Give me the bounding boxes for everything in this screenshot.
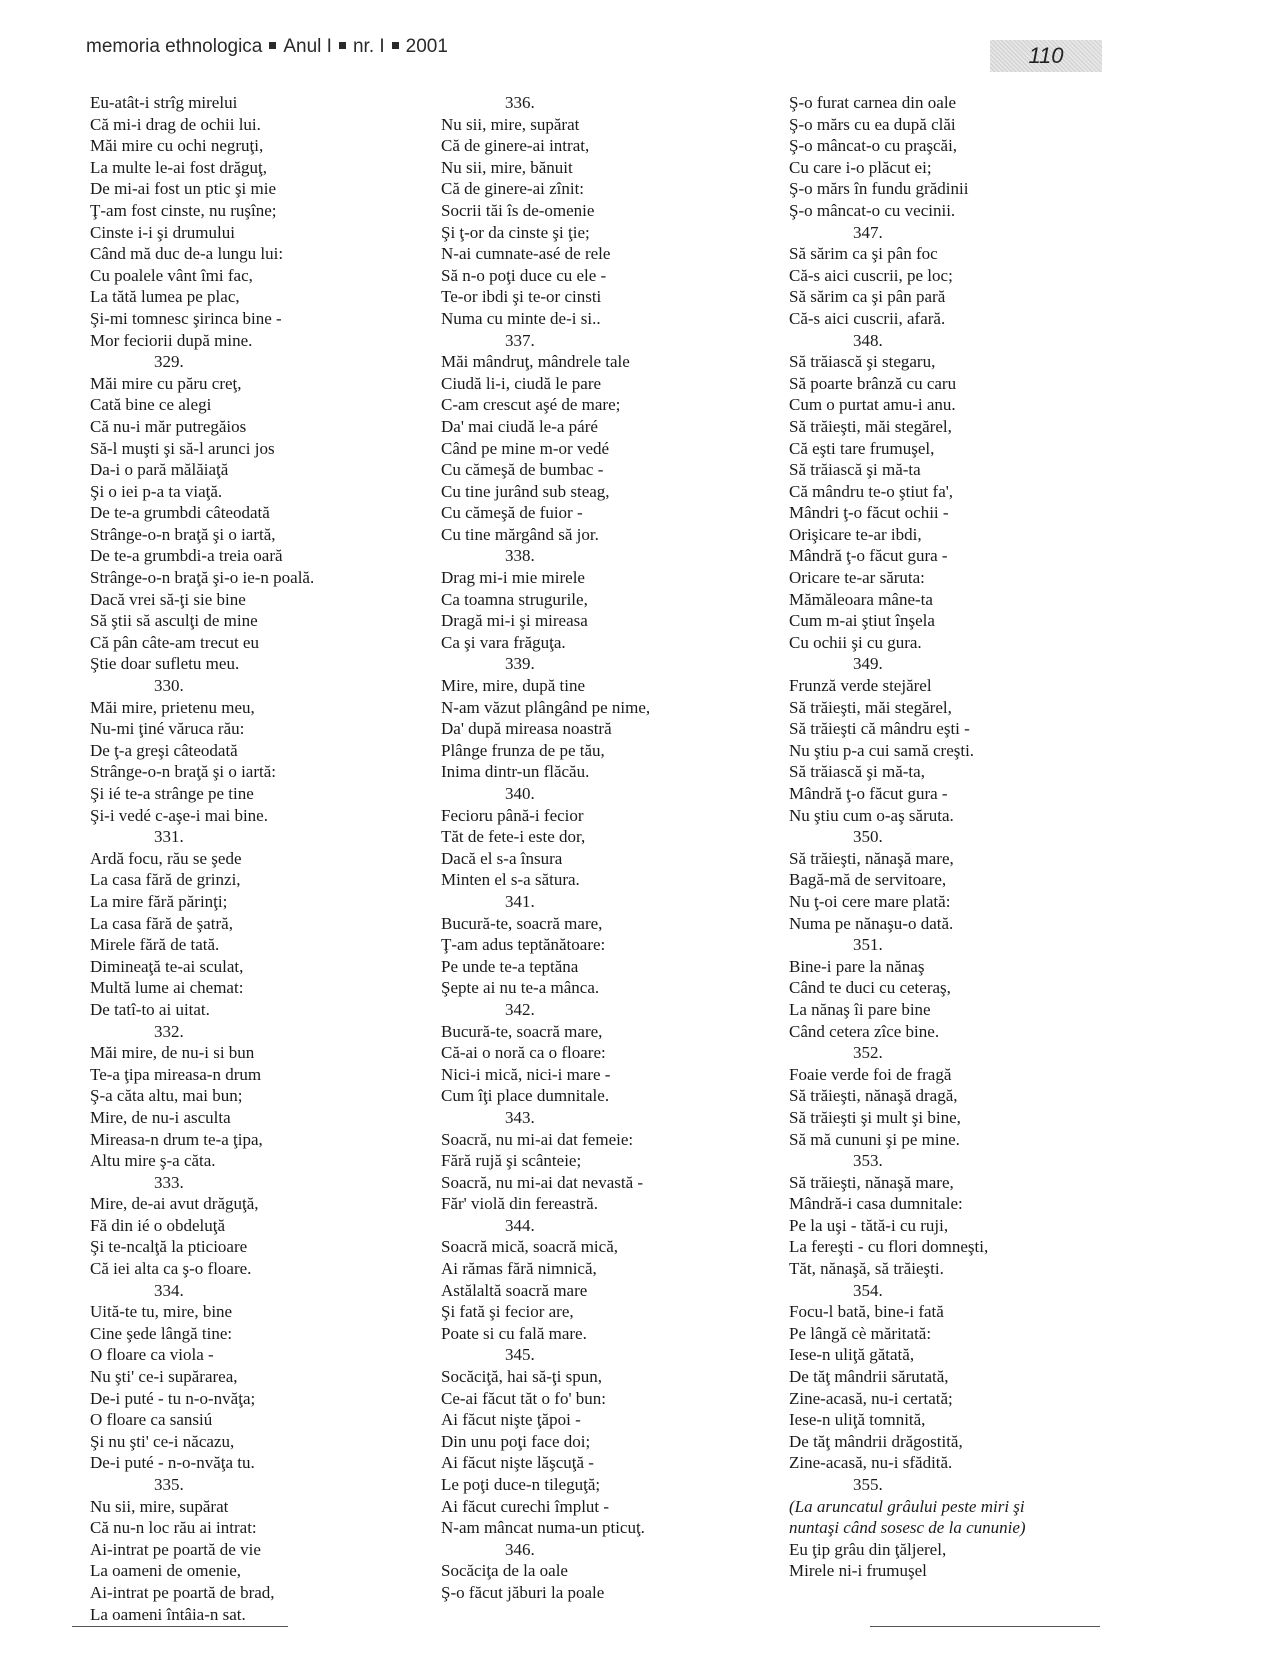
verse-line: Le poţi duce-n tileguţă; xyxy=(441,1475,601,1494)
verse-line: De ţ-a greşi câteodată xyxy=(90,740,238,760)
verse-line: Mirele fără de tată. xyxy=(90,935,220,955)
text-column-left xyxy=(90,92,314,1625)
verse-number: 350. xyxy=(853,827,883,847)
verse-line: La mire fără părinţi; xyxy=(90,891,228,911)
verse-line: Să ştii să asculţi de mine xyxy=(90,611,258,631)
verse-line: Frunză verde stejărel xyxy=(789,676,932,696)
verse-number: 345. xyxy=(505,1345,535,1365)
verse-line: Ai-intrat pe poartă de brad, xyxy=(90,1582,275,1602)
verse-line: Ţ-am fost cinste, nu ruşîne; xyxy=(90,200,277,220)
verse-line: Zine-acasă, nu-i sfădită. xyxy=(789,1453,953,1473)
separator-square-icon xyxy=(392,42,399,49)
verse-number: 354. xyxy=(853,1280,883,1300)
verse-line: Uită-te tu, mire, bine xyxy=(90,1302,233,1322)
verse-line: Când pe mine m-or vedé xyxy=(441,438,610,458)
verse-line: Socrii tăi îs de-omenie xyxy=(441,200,595,220)
verse-line: Cine şede lângă tine: xyxy=(90,1323,233,1343)
verse-line: La oameni de omenie, xyxy=(90,1561,242,1581)
verse-number: 346. xyxy=(505,1539,535,1559)
verse-line: Cu tine jurând sub steag, xyxy=(441,481,610,501)
verse-line: Nici-i mică, nici-i mare - xyxy=(441,1064,611,1084)
verse-line: Strânge-o-n braţă şi o iartă, xyxy=(90,524,276,544)
verse-line: Să trăieşti, nănaşă dragă, xyxy=(789,1086,958,1106)
text-column-right xyxy=(789,92,1026,1582)
verse-line: Inima dintr-un flăcău. xyxy=(441,762,590,782)
verse-line: Foaie verde foi de fragă xyxy=(789,1064,952,1084)
verse-number: 347. xyxy=(853,222,883,242)
verse-line: Ştie doar sufletu meu. xyxy=(90,654,240,674)
journal-date: 2001 xyxy=(405,36,448,57)
verse-line: Măi mândruţ, mândrele tale xyxy=(441,352,630,372)
verse-line: Să-l muşti şi să-l arunci jos xyxy=(90,438,275,458)
verse-line: Să trăieşti, nănaşă mare, xyxy=(789,848,954,868)
verse-number: 344. xyxy=(505,1215,535,1235)
verse-line: Soacră, nu mi-ai dat nevastă - xyxy=(441,1172,644,1192)
verse-line: Şepte ai nu te-a mânca. xyxy=(441,978,600,998)
verse-line: Nu ştiu p-a cui samă creşti. xyxy=(789,740,975,760)
verse-line: Când cetera zîce bine. xyxy=(789,1021,940,1041)
verse-line: Mândră ţ-o făcut gura - xyxy=(789,546,948,566)
verse-line: Ai rămas fără nimnică, xyxy=(441,1259,597,1279)
verse-line: Te-a ţipa mireasa-n drum xyxy=(90,1064,262,1084)
verse-line: O floare ca viola - xyxy=(90,1345,214,1365)
verse-line: Fă din ié o obdeluţă xyxy=(90,1215,226,1235)
verse-line: Să poarte brânză cu caru xyxy=(789,373,957,393)
verse-line: Cum m-ai ştiut înşela xyxy=(789,611,935,631)
verse-line: Da-i o pară mălăiaţă xyxy=(90,460,229,480)
journal-title: memoria ethnologica xyxy=(86,36,263,57)
verse-line: Ca toamna strugurile, xyxy=(441,589,588,609)
verse-line: Ş-o mărs în fundu grădinii xyxy=(789,179,969,199)
verse-line: Dacă vrei să-ţi sie bine xyxy=(90,589,246,609)
verse-number: 333. xyxy=(154,1172,184,1192)
verse-line: Ciudă li-i, ciudă le pare xyxy=(441,373,602,393)
verse-line: La casa fără de şatră, xyxy=(90,913,233,933)
verse-line: Nu ştiu cum o-aş săruta. xyxy=(789,805,954,825)
verse-line: Ş-o făcut jăburi la poale xyxy=(441,1582,605,1602)
verse-line: Că nu-i măr putregăios xyxy=(90,416,247,436)
verse-line: C-am crescut aşé de mare; xyxy=(441,395,621,415)
verse-line: Iese-n uliţă tomnită, xyxy=(789,1410,926,1430)
text-column-middle xyxy=(441,92,650,1604)
verse-line: De mi-ai fost un ptic şi mie xyxy=(90,179,277,199)
verse-number: 329. xyxy=(154,352,184,372)
verse-number: 336. xyxy=(505,93,535,112)
verse-line: Să trăieşti că mândru eşti - xyxy=(789,719,970,739)
verse-line: Să trăieşti, nănaşă mare, xyxy=(789,1172,954,1192)
verse-line: Bucură-te, soacră mare, xyxy=(441,913,603,933)
verse-line: Când mă duc de-a lungu lui: xyxy=(90,244,284,264)
verse-number: 353. xyxy=(853,1151,883,1171)
verse-line: N-ai cumnate-asé de rele xyxy=(441,244,611,264)
verse-line: Socăciţă, hai să-ţi spun, xyxy=(441,1367,602,1387)
journal-year: Anul I xyxy=(283,36,332,57)
verse-line: Multă lume ai chemat: xyxy=(90,978,244,998)
verse-line: Să trăieşti şi mult şi bine, xyxy=(789,1107,961,1127)
verse-line: Să mă cununi şi pe mine. xyxy=(789,1129,960,1149)
verse-line: Nu ţ-oi cere mare plată: xyxy=(789,891,951,911)
verse-line: Mândră ţ-o făcut gura - xyxy=(789,784,948,803)
verse-line: Ş-o mâncat-o cu vecinii. xyxy=(789,200,956,220)
verse-line: Tăt, nănaşă, să trăieşti. xyxy=(789,1259,944,1279)
verse-line: Pe lângă cè măritată: xyxy=(789,1323,932,1343)
verse-line: Eu ţip grâu din ţăljerel, xyxy=(789,1539,947,1559)
verse-line: Măi mire cu păru creţ, xyxy=(90,373,242,393)
verse-line: Pe unde te-a teptăna xyxy=(441,956,579,976)
verse-line: La casa fără de grinzi, xyxy=(90,870,241,890)
verse-line: Că eşti tare frumuşel, xyxy=(789,438,935,458)
verse-line: Şi nu şti' ce-i năcazu, xyxy=(90,1431,235,1451)
verse-line: Dacă el s-a însura xyxy=(441,848,563,868)
verse-line: Orişicare te-ar ibdi, xyxy=(789,524,922,544)
verse-line: Da' mai ciudă le-a páré xyxy=(441,416,598,436)
verse-line: Cu poalele vânt îmi fac, xyxy=(90,265,253,285)
verse-line: Socăciţa de la oale xyxy=(441,1561,568,1581)
verse-line: Că-ai o noră ca o floare: xyxy=(441,1043,606,1063)
verse-line: De-i puté - n-o-nvăţa tu. xyxy=(90,1453,255,1473)
verse-line: Ca şi vara frăguţa. xyxy=(441,632,566,652)
editorial-note: nuntaşi când sosesc de la cununie) xyxy=(789,1518,1026,1538)
separator-square-icon xyxy=(269,42,276,49)
verse-number: 331. xyxy=(154,827,184,847)
verse-line: Ce-ai făcut tăt o fo' bun: xyxy=(441,1388,606,1408)
verse-line: Cu cămeşă de fuior - xyxy=(441,503,583,523)
verse-line: Că-s aici cuscrii, pe loc; xyxy=(789,265,953,285)
verse-number: 351. xyxy=(853,935,883,955)
verse-line: Pe la uşi - tătă-i cu ruji, xyxy=(789,1215,949,1235)
verse-line: Numa cu minte de-i si.. xyxy=(441,308,601,328)
verse-line: Ş-o furat carnea din oale xyxy=(789,93,957,112)
verse-line: Cu cămeşă de bumbac - xyxy=(441,460,604,480)
verse-line: Nu sii, mire, bănuit xyxy=(441,157,573,177)
verse-line: Numa pe nănaşu-o dată. xyxy=(789,913,954,933)
verse-line: N-am văzut plângând pe nime, xyxy=(441,697,651,717)
verse-line: Ş-o mărs cu ea după clăi xyxy=(789,114,956,134)
verse-line: Focu-l bată, bine-i fată xyxy=(789,1302,944,1322)
verse-line: La multe le-ai fost drăguţ, xyxy=(90,157,268,177)
verse-line: Să n-o poţi duce cu ele - xyxy=(441,265,607,285)
verse-line: Că mi-i drag de ochii lui. xyxy=(90,114,261,134)
verse-line: Şi fată şi fecior are, xyxy=(441,1302,574,1322)
verse-line: Să trăiască şi stegaru, xyxy=(789,352,936,372)
verse-line: Nu sii, mire, supărat xyxy=(90,1496,229,1516)
verse-number: 339. xyxy=(505,654,535,674)
verse-line: Să sărim ca şi pân pară xyxy=(789,287,946,307)
verse-number: 348. xyxy=(853,330,883,350)
verse-line: Ardă focu, rău se şede xyxy=(90,848,242,868)
editorial-note: (La aruncatul grâului peste miri şi xyxy=(789,1496,1025,1516)
verse-line: Dimineaţă te-ai sculat, xyxy=(90,956,244,976)
verse-line: N-am mâncat numa-un pticuţ. xyxy=(441,1518,645,1538)
verse-line: La fereşti - cu flori domneşti, xyxy=(789,1237,989,1257)
verse-number: 341. xyxy=(505,891,535,911)
verse-line: Că mândru te-o ştiut fa', xyxy=(789,481,954,501)
verse-line: Ţ-am adus teptănătoare: xyxy=(441,935,606,955)
verse-line: Eu-atât-i strîg mirelui xyxy=(90,93,238,112)
verse-number: 330. xyxy=(154,676,184,696)
verse-line: Astălaltă soacră mare xyxy=(441,1280,588,1300)
separator-square-icon xyxy=(339,42,346,49)
verse-line: Da' după mireasa noastră xyxy=(441,719,612,739)
verse-line: Soacră mică, soacră mică, xyxy=(441,1237,618,1257)
footer-rule-right xyxy=(870,1626,1100,1627)
verse-line: Din unu poţi face doi; xyxy=(441,1431,591,1451)
verse-number: 337. xyxy=(505,330,535,350)
verse-line: De tăţ mândrii drăgostită, xyxy=(789,1431,963,1451)
verse-line: Tăt de fete-i este dor, xyxy=(441,827,586,847)
verse-line: Că-s aici cuscrii, afară. xyxy=(789,308,946,328)
verse-line: Ai făcut nişte lăşcuţă - xyxy=(441,1453,594,1473)
verse-line: De tăţ mândrii sărutată, xyxy=(789,1367,949,1387)
verse-line: Mămăleoara mâne-ta xyxy=(789,589,933,609)
verse-line: Şi ié te-a strânge pe tine xyxy=(90,784,254,803)
verse-line: Bucură-te, soacră mare, xyxy=(441,1021,603,1041)
verse-line: Făr' violă din fereastră. xyxy=(441,1194,598,1214)
verse-line: De tatî-to ai uitat. xyxy=(90,999,210,1019)
verse-line: Strânge-o-n braţă şi-o ie-n poală. xyxy=(90,568,315,588)
verse-line: Mândri ţ-o făcut ochii - xyxy=(789,503,949,523)
verse-line: Să sărim ca şi pân foc xyxy=(789,244,938,264)
verse-line: Cinste i-i şi drumului xyxy=(90,222,235,242)
verse-line: Plânge frunza de pe tău, xyxy=(441,740,605,760)
verse-line: Măi mire, prietenu meu, xyxy=(90,697,255,717)
verse-line: Nu şti' ce-i supărarea, xyxy=(90,1367,238,1387)
verse-line: Mire, de nu-i asculta xyxy=(90,1107,231,1127)
verse-line: De te-a grumbdi-a treia oară xyxy=(90,546,283,566)
verse-line: Să trăiască şi mă-ta, xyxy=(789,762,925,782)
verse-line: Drag mi-i mie mirele xyxy=(441,568,585,588)
verse-line: Că de ginere-ai intrat, xyxy=(441,136,590,156)
running-header xyxy=(86,36,448,58)
verse-line: Că de ginere-ai zînit: xyxy=(441,179,585,199)
verse-line: Şi-i vedé c-aşe-i mai bine. xyxy=(90,805,268,825)
verse-line: Cum o purtat amu-i anu. xyxy=(789,395,956,415)
verse-line: Minten el s-a sătura. xyxy=(441,870,580,890)
page-number-box xyxy=(990,40,1102,72)
verse-line: Oricare te-ar săruta: xyxy=(789,568,925,588)
verse-line: Cată bine ce alegi xyxy=(90,395,212,415)
verse-line: Şi-mi tomnesc şirinca bine - xyxy=(90,308,282,328)
verse-number: 343. xyxy=(505,1107,535,1127)
verse-line: Măi mire cu ochi negruţi, xyxy=(90,136,264,156)
verse-line: Şi ţ-or da cinste şi ţie; xyxy=(441,222,590,242)
verse-line: Mor feciorii după mine. xyxy=(90,330,253,350)
verse-line: Poate si cu fală mare. xyxy=(441,1323,587,1343)
verse-line: Să trăiască şi mă-ta xyxy=(789,460,921,480)
verse-line: Zine-acasă, nu-i certată; xyxy=(789,1388,953,1408)
verse-line: Nu-mi ţiné văruca rău: xyxy=(90,719,245,739)
footer-rule-left xyxy=(72,1626,288,1627)
verse-number: 338. xyxy=(505,546,535,566)
verse-line: Ai făcut curechi împlut - xyxy=(441,1496,610,1516)
verse-line: Ş-a căta altu, mai bun; xyxy=(90,1086,243,1106)
verse-line: Ai-intrat pe poartă de vie xyxy=(90,1539,261,1559)
verse-line: Că iei alta ca ş-o floare. xyxy=(90,1259,252,1279)
verse-line: Şi o iei p-a ta viaţă. xyxy=(90,481,223,501)
verse-line: Mire, mire, după tine xyxy=(441,676,585,696)
page-number: 110 xyxy=(1028,43,1064,68)
verse-line: De te-a grumbdi câteodată xyxy=(90,503,270,523)
verse-line: La oameni întâia-n sat. xyxy=(90,1604,246,1624)
verse-line: Cum îţi place dumnitale. xyxy=(441,1086,610,1106)
verse-line: Că nu-n loc rău ai intrat: xyxy=(90,1518,257,1538)
verse-line: Bagă-mă de servitoare, xyxy=(789,870,947,890)
verse-line: O floare ca sansiú xyxy=(90,1410,213,1430)
verse-line: Şi te-ncalţă la pticioare xyxy=(90,1237,248,1257)
verse-number: 340. xyxy=(505,784,535,803)
verse-number: 332. xyxy=(154,1021,184,1041)
verse-line: Iese-n uliţă gătată, xyxy=(789,1345,915,1365)
verse-number: 335. xyxy=(154,1475,184,1494)
verse-line: Mireasa-n drum te-a ţipa, xyxy=(90,1129,263,1149)
verse-line: Măi mire, de nu-i si bun xyxy=(90,1043,255,1063)
verse-line: Că pân câte-am trecut eu xyxy=(90,632,259,652)
verse-line: Te-or ibdi şi te-or cinsti xyxy=(441,287,602,307)
verse-line: Bine-i pare la nănaş xyxy=(789,956,925,976)
journal-issue: nr. I xyxy=(352,36,385,57)
verse-line: Fără rujă şi scânteie; xyxy=(441,1151,582,1171)
verse-number: 349. xyxy=(853,654,883,674)
verse-number: 355. xyxy=(853,1475,883,1494)
verse-number: 342. xyxy=(505,999,535,1019)
verse-line: Mirele ni-i frumuşel xyxy=(789,1561,927,1581)
verse-number: 334. xyxy=(154,1280,184,1300)
verse-number: 352. xyxy=(853,1043,883,1063)
verse-line: La tătă lumea pe plac, xyxy=(90,287,240,307)
verse-line: Ş-o mâncat-o cu praşcăi, xyxy=(789,136,958,156)
verse-line: Ai făcut nişte ţăpoi - xyxy=(441,1410,581,1430)
verse-line: Cu care i-o plăcut ei; xyxy=(789,157,932,177)
verse-line: Altu mire ş-a căta. xyxy=(90,1151,216,1171)
verse-line: Cu tine mărgând să jor. xyxy=(441,524,599,544)
verse-line: Soacră, nu mi-ai dat femeie: xyxy=(441,1129,634,1149)
verse-line: Mire, de-ai avut drăguţă, xyxy=(90,1194,259,1214)
verse-line: Să trăieşti, măi stegărel, xyxy=(789,416,952,436)
verse-line: Cu ochii şi cu gura. xyxy=(789,632,922,652)
verse-line: Mândră-i casa dumnitale: xyxy=(789,1194,963,1214)
verse-line: Când te duci cu ceteraş, xyxy=(789,978,951,998)
verse-line: Fecioru până-i fecior xyxy=(441,805,584,825)
verse-line: La nănaş îi pare bine xyxy=(789,999,931,1019)
verse-line: Nu sii, mire, supărat xyxy=(441,114,580,134)
verse-line: Să trăieşti, măi stegărel, xyxy=(789,697,952,717)
verse-line: Strânge-o-n braţă şi o iartă: xyxy=(90,762,276,782)
verse-line: Dragă mi-i şi mireasa xyxy=(441,611,588,631)
verse-line: De-i puté - tu n-o-nvăţa; xyxy=(90,1388,256,1408)
